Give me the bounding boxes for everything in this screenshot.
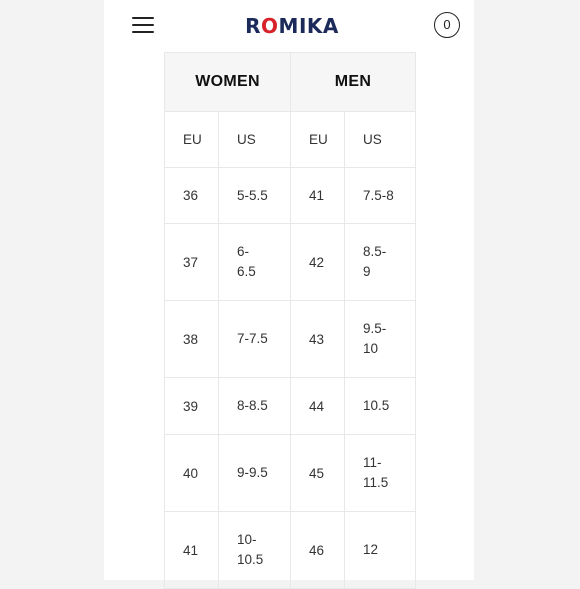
men-us-cell (345, 435, 416, 512)
men-eu-cell: 46 (291, 512, 345, 589)
men-eu-cell: 44 (291, 378, 345, 435)
women-us-header: US (219, 112, 291, 168)
women-us-cell-line: 10.5 (237, 552, 264, 567)
women-us-cell-line: 6.5 (237, 264, 256, 279)
women-us-cell (219, 301, 291, 378)
women-us-cell (219, 168, 291, 224)
men-us-cell (345, 378, 416, 435)
men-us-cell-line: 9 (363, 264, 371, 279)
table-row (165, 301, 416, 378)
men-us-cell (345, 168, 416, 224)
women-header: WOMEN (165, 53, 291, 112)
men-us-cell (345, 512, 416, 589)
women-us-cell-line: 9-9.5 (237, 465, 268, 480)
hamburger-menu-icon[interactable] (132, 16, 154, 34)
men-eu-cell: 43 (291, 301, 345, 378)
men-eu-header: EU (291, 112, 345, 168)
women-us-cell-line: 8-8.5 (237, 398, 268, 413)
men-us-cell-line: 10 (363, 341, 379, 356)
table-row (165, 435, 416, 512)
page (104, 0, 474, 580)
women-us-cell (219, 435, 291, 512)
men-us-cell-line: 9.5- (363, 321, 387, 336)
men-us-cell-line: 7.5-8 (363, 187, 394, 203)
romika-logo[interactable]: ROMIKA (245, 14, 339, 38)
men-eu-cell: 42 (291, 224, 345, 301)
men-us-cell (345, 301, 416, 378)
women-us-cell-line: 10- (237, 532, 257, 547)
men-us-cell (345, 224, 416, 301)
women-us-cell (219, 378, 291, 435)
women-us-cell-line: 6- (237, 244, 250, 259)
women-us-cell-line: 7-7.5 (237, 331, 268, 346)
site-header (104, 0, 474, 52)
men-us-cell-line: 10.5 (363, 398, 390, 413)
subheader-row (165, 112, 416, 168)
women-eu-cell: 37 (165, 224, 219, 301)
table-row (165, 378, 416, 435)
men-us-cell-line: 11- (363, 455, 382, 470)
women-eu-header: EU (165, 112, 219, 168)
men-eu-cell: 45 (291, 435, 345, 512)
men-eu-cell: 41 (291, 168, 345, 224)
men-us-cell-line: 12 (363, 542, 379, 557)
size-chart-table (164, 52, 416, 589)
women-us-cell (219, 512, 291, 589)
women-us-cell-line: 5-5.5 (237, 187, 268, 203)
women-eu-cell: 41 (165, 512, 219, 589)
table-row (165, 168, 416, 224)
women-eu-cell: 38 (165, 301, 219, 378)
table-row (165, 512, 416, 589)
men-us-cell-line: 11.5 (363, 475, 389, 490)
women-us-cell (219, 224, 291, 301)
table-row (165, 224, 416, 301)
men-us-header: US (345, 112, 416, 168)
men-us-cell-line: 8.5- (363, 244, 387, 259)
women-eu-cell: 36 (165, 168, 219, 224)
men-header: MEN (291, 53, 416, 112)
cart-count-button[interactable]: 0 (434, 12, 460, 38)
women-eu-cell: 40 (165, 435, 219, 512)
women-eu-cell: 39 (165, 378, 219, 435)
